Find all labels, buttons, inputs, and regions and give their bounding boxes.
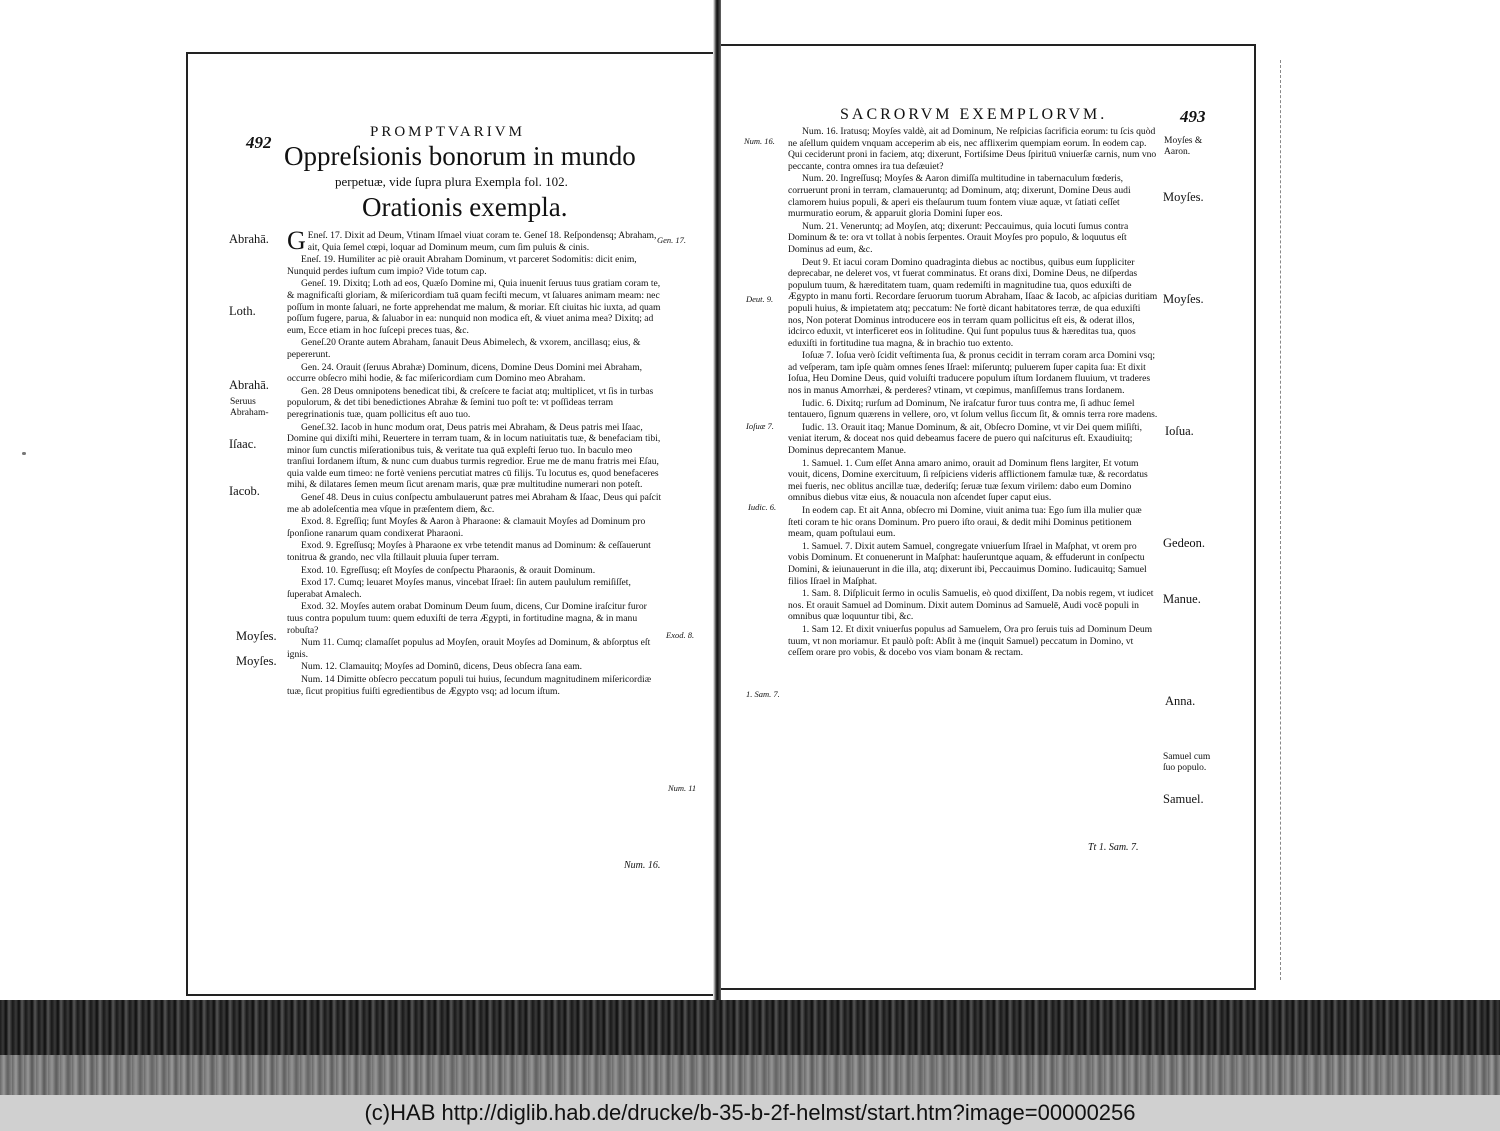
margin-name: Samuel cum ſuo populo. (1163, 752, 1211, 773)
margin-reference: Iudic. 6. (748, 502, 777, 512)
text-paragraph: Num 11. Cumq; clamaſſet populus ad Moyſen, orauit Moyſes ad Dominum, & abſorptus eſt ignis. (287, 637, 651, 660)
text-paragraph: Geneſ 48. Deus in cuius conſpectu ambulauerunt patres mei Abraham & Iſaac, Deus qui paſcit me ab adoleſcentia mea vſque in præſentem diem, &c. (287, 492, 662, 515)
catchword-left: Num. 16. (624, 860, 661, 871)
scanner-edge-light (0, 1055, 1500, 1095)
margin-reference: Ioſuæ 7. (746, 421, 774, 431)
text-paragraph: Geneſ. 19. Dixitq; Loth ad eos, Quæſo Domine mi, Quia inuenit ſeruus tuus gratiam coram te, & magnificaſti gloriam, & miſericordiam tuā quam feciſti mecum, vt ſaluares animam meam: nec poſſum in monte ſaluari, ne forte apprehendat me malum, & moriar. Eſt ciuitas hic iuxta, ad quam poſſum fugere, parua, & ſaluabor in ea: nunquid non modica eſt, & viuet anima mea? Dixitq; ad eum, Ecce etiam in hoc ſuſcepi preces tuas, &c. (287, 278, 661, 336)
right-page-text (788, 126, 1158, 660)
margin-name: Moyſes. (1163, 190, 1204, 204)
margin-name: Moyſes. (236, 629, 277, 643)
text-paragraph: 1. Sam. 8. Diſplicuit ſermo in oculis Samuelis, eò quod dixiſſent, Da nobis regem, vt iudicet nos. Et orauit Samuel ad Dominum. Dixit autem Dominus ad Samuelē, Audi vocē populi in omnibus quæ loquuntur tibi, &c. (788, 588, 1154, 623)
chapter-title: Oppreſsionis bonorum in mundo (284, 141, 636, 171)
text-paragraph: Num. 20. Ingreſſusq; Moyſes & Aaron dimiſſa multitudine in tabernaculum fœderis, corruerunt proni in terram, clamaueruntq; ad Dominum, atq; dixerunt, Domine Deus audi clamorem huius populi, & aperi eis theſaurum tuum fontem viuæ aquæ, vt ſatiati ceſſet murmuratio eorum, & apparuit gloria Domini ſuper eos. (788, 173, 1131, 220)
chapter-subtitle: perpetuæ, vide ſupra plura Exempla fol. 102. (335, 174, 568, 189)
text-paragraph: Gen. 24. Orauit (ſeruus Abrahæ) Dominum, dicens, Domine Deus Domini mei Abraham, occurre obſecro mihi hodie, & fac miſericordiam cum Domino meo Abraham. (287, 361, 643, 385)
running-head-right: SACRORVM EXEMPLORVM. (840, 106, 1108, 123)
margin-name: Seruus Abraham- (230, 397, 269, 418)
text-paragraph: Exod. 8. Egreſſiq; ſunt Moyſes & Aaron à Pharaone: & clamauit Moyſes ad Dominum pro ſponſione ranarum quam condixerat Pharaoni. (287, 516, 646, 539)
text-paragraph: 1. Samuel. 7. Dixit autem Samuel, congregate vniuerſum Iſrael in Maſphat, vt orem pro vobis Dominum. Et conuenerunt in Maſphat: hauſeruntque aquam, & effuderunt in conſpectu Domini, & ieiunauerunt in die illa, atq; dixerunt ibi, Peccauimus Domino. Iudicauitq; Samuel filios Iſrael in Maſphat. (788, 540, 1147, 587)
text-paragraph: Num. 12. Clamauitq; Moyſes ad Dominū, dicens, Deus obſecra ſana eam. (301, 661, 583, 673)
text-paragraph: Deut 9. Et iacui coram Domino quadraginta diebus ac noctibus, quibus eum ſuppliciter deprecabar, ne deleret vos, vt fuerat comminatus. Et orans dixi, Domine Deus, ne diſperdas populum tuum, & hæreditatem tuam, quam redemiſti in magnitudine tua, quos eduxiſti de Ægypto in manu forti. Recordare ſeruorum tuorum Abraham, Iſaac & Iacob, ac aſpicias duritiam populi huius, & impietatem atq; peccatum: Ne fortè dicant habitatores terræ, de qua eduxiſti nos, Non poterat Dominus introducere eos in terram quam pollicitus eſt eis, & oderat illos, idcirco eduxit, vt interficeret eos in ſolitudine. Qui ſunt populus tuus & hæreditas tua, quos eduxiſti in fortitudine tua magna, & in brachio tuo extento. (788, 256, 1158, 349)
text-paragraph: Num. 16. Iratusq; Moyſes valdè, ait ad Dominum, Ne reſpicias ſacrificia eorum: tu ſcis quòd ne aſellum quidem vnquam acceperim ab eis, nec afflixerim quempiam eorum. In eodem cap. Qui ceciderunt proni in faciem, atq; dixerunt, Fortiſsime Deus ſpirituū vniuerſæ carnis, num vno peccante, contra omnes ira tua deſæuiet? (788, 126, 1157, 172)
margin-reference: Num. 16. (744, 136, 775, 146)
text-paragraph: In eodem cap. Et ait Anna, obſecro mi Domine, viuit anima tua: Ego ſum illa mulier quæ ſteti coram te hic orans Dominum. Pro puero iſto oraui, & dedit mihi Dominus petitionem meam, quam poſtulaui eum. (788, 505, 1142, 540)
margin-reference: Gen. 17. (657, 235, 687, 245)
text-paragraph: Iudic. 13. Orauit itaq; Manue Dominum, & ait, Obſecro Domine, vt vir Dei quem miſiſti, veniat iterum, & doceat nos quid debeamus facere de puero qui naſciturus eſt. Exaudiuitq; Dominus deprecantem Manue. (788, 421, 1142, 457)
page-number-left: 492 (246, 133, 272, 152)
drop-cap: G (287, 226, 306, 255)
text-paragraph: 1. Samuel. 1. Cum eſſet Anna amaro animo, orauit ad Dominum flens largiter, Et votum vouit, dicens, Domine exercituum, ſi reſpiciens videris afflictionem famulæ tuæ, & recordatus mei fueris, nec oblitus ancillæ tuæ, dederiſq; ſeruæ tuæ ſexum virilem: dabo eum Domino omnibus diebus vitæ eius, & nouacula non aſcendet ſuper caput eius. (788, 457, 1148, 504)
text-paragraph: Eneſ. 19. Humiliter ac piè orauit Abraham Dominum, vt parceret Sodomitis: dicit enim, Nunquid perdes iuſtum cum impio? Vide totum cap. (287, 254, 637, 277)
margin-reference: 1. Sam. 7. (746, 689, 780, 699)
text-paragraph: Iudic. 6. Dixitq; rurſum ad Dominum, Ne iraſcatur furor tuus contra me, ſi adhuc ſemel tentauero, ſignum quærens in vellere, oro, vt ſolum vellus ſiccum ſit, & omnis terra rore madens. (788, 397, 1158, 421)
margin-reference: Num. 11 (668, 783, 697, 793)
section-title: Orationis exempla. (362, 192, 568, 222)
margin-name: Samuel. (1163, 792, 1204, 806)
page-number-right: 493 (1180, 107, 1206, 126)
margin-reference: Deut. 9. (746, 294, 774, 304)
margin-name: Anna. (1165, 694, 1196, 708)
margin-name: Manue. (1163, 592, 1201, 606)
margin-name: Abrahā. (229, 378, 269, 392)
text-paragraph: Geneſ.32. Iacob in hunc modum orat, Deus patris mei Abraham, & Deus patris mei Iſaac, Domine qui dixiſti mihi, Reuertere in terram tuam, & in locum natiuitatis tuæ, & benefaciam tibi, minor ſum cunctis miſerationibus tuis, & veritate tua quā expleſti ſeruo tuo. In baculo meo tranſiui Iordanem iſtum, & nunc cum duabus turmis regredior. Erue me de manu fratris mei Eſau, quia valde eum timeo: ne fortè veniens percutiat matres cū filijs. Tu locutus es, quod benefaceres mihi, & dilatares ſemen meum ſicut arenam maris, quæ præ multitudine numerari non poteſt. (287, 421, 661, 491)
text-paragraph: Exod. 9. Egreſſusq; Moyſes à Pharaone ex vrbe tetendit manus ad Dominum: & ceſſauerunt tonitrua & grando, nec vlla ſtillauit pluuia ſuper terram. (287, 540, 651, 564)
margin-name: Moyſes & Aaron. (1164, 136, 1203, 157)
text-paragraph: Gen. 28 Deus omnipotens benedicat tibi, & creſcere te faciat atq; multiplicet, vt ſis in turbas populorum, & det tibi benedictiones Abrahæ & ſemini tuo poſt te: vt poſſideas terram peregrinationis tuæ, quam pollicitus eſt auo tuo. (287, 385, 654, 420)
credit-bar (0, 1095, 1500, 1131)
catchword-right: Tt 1. Sam. 7. (1088, 842, 1139, 853)
text-paragraph: Geneſ.20 Orante autem Abraham, ſanauit Deus Abimelech, & vxorem, ancillasq; eius, & pepererunt. (287, 337, 641, 360)
left-page-text (287, 226, 662, 698)
margin-name: Iacob. (229, 484, 260, 498)
margin-name: Abrahā. (229, 232, 269, 246)
text-paragraph: Num. 21. Veneruntq; ad Moyſen, atq; dixerunt: Peccauimus, quia locuti ſumus contra Dominum & te: ora vt tollat à nobis ſerpentes. Orauit Moyſes pro populo, & loquutus eſt Dominus ad eum, &c. (788, 220, 1129, 255)
text-paragraph: Exod. 32. Moyſes autem orabat Dominum Deum ſuum, dicens, Cur Domine iraſcitur furor tuus contra populum tuum: quem eduxiſti de terra Ægypti, in fortitudine magna, & in manu robuſta? (287, 601, 647, 636)
credit-url: (c)HAB http://diglib.hab.de/drucke/b-35-b-2f-helmst/start.htm?image=00000256 (364, 1100, 1136, 1125)
margin-name: Gedeon. (1163, 536, 1205, 550)
margin-reference: Exod. 8. (666, 630, 695, 640)
page-edge-shadow (1270, 60, 1281, 980)
margin-name: Loth. (229, 304, 256, 318)
text-paragraph: Exod 17. Cumq; leuaret Moyſes manus, vincebat Iſrael: ſin autem paululum remiſiſſet, ſuperabat Amalech. (287, 577, 631, 600)
margin-name: Moyſes. (236, 654, 277, 668)
text-paragraph: Ioſuæ 7. Ioſua verò ſcidit veſtimenta ſua, & pronus cecidit in terram coram arca Domini vsq; ad veſperam, tam ipſe quàm omnes ſenes Iſrael: miſeruntq; puluerem ſuper capita ſua: Et dixit Ioſua, Heu Domine Deus, quid voluiſti traducere populum iſtum Iordanem fluuium, vt traderes nos in manus Amorrhæi, & perderes? vtinam, vt cœpimus, manſiſſemus trans Iordanem. (788, 350, 1156, 397)
text-paragraph: Exod. 10. Egreſſusq; eſt Moyſes de conſpectu Pharaonis, & orauit Dominum. (301, 564, 596, 576)
text-paragraph: G Eneſ. 17. Dixit ad Deum, Vtinam Iſmael viuat coram te. Geneſ 18. Reſpondensq; Abraham, ait, Quia ſemel cœpi, loquar ad Dominum meum, cum ſim puluis & cinis. (287, 226, 657, 255)
running-head-left: PROMPTVARIVM (370, 124, 525, 140)
text-paragraph: 1. Sam 12. Et dixit vniuerſus populus ad Samuelem, Ora pro ſeruis tuis ad Dominum Deum tuum, vt non moriamur. Et paulò poſt: Abſit à me (inquit Samuel) peccatum in Domino, vt ceſſem orare pro vobis, & docebo vos viam bonam & rectam. (788, 623, 1153, 659)
dust-speck (22, 452, 26, 455)
margin-name: Moyſes. (1163, 292, 1204, 306)
margin-name: Ioſua. (1165, 424, 1194, 438)
margin-name: Iſaac. (229, 437, 257, 451)
text-paragraph: Num. 14 Dimitte obſecro peccatum populi tui huius, ſecundum magnitudinem miſericordiæ tuæ, ſicut propitius fuiſti egredientibus de Ægypto vsq; ad locum iſtum. (287, 673, 652, 697)
book-gutter (713, 0, 721, 1000)
